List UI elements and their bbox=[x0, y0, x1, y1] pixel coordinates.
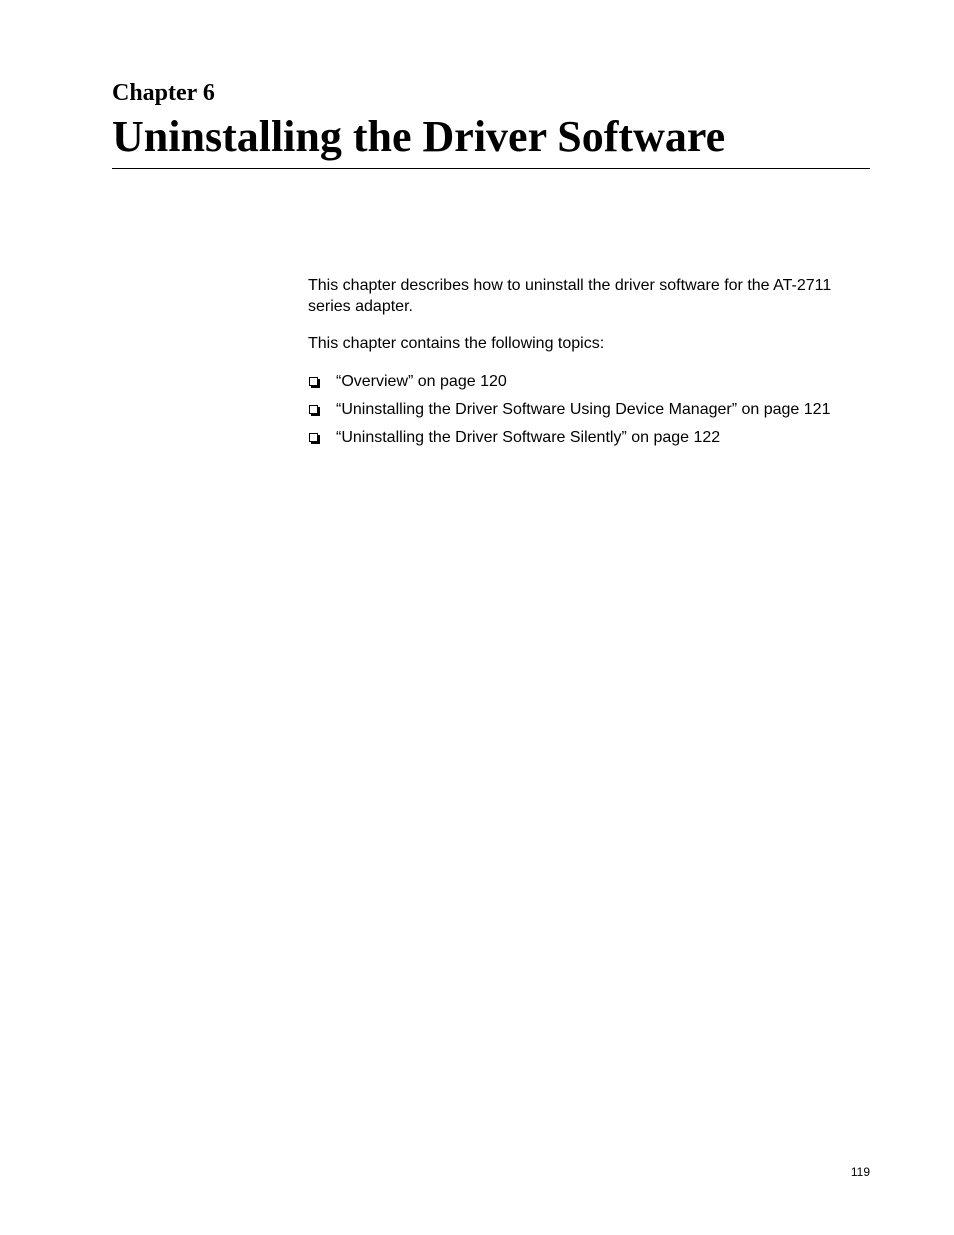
page-number: 119 bbox=[850, 1165, 870, 1179]
intro-paragraph: This chapter describes how to uninstall the driver software for the AT-2711 series adapter. bbox=[308, 277, 832, 315]
chapter-label: Chapter 6 bbox=[112, 80, 215, 106]
checkbox-bullet-icon bbox=[309, 433, 318, 442]
topic-item-overview[interactable] bbox=[308, 371, 874, 399]
checkbox-bullet-icon bbox=[309, 377, 318, 386]
topic-item-silently[interactable] bbox=[308, 427, 874, 455]
chapter-title: Uninstalling the Driver Software bbox=[112, 112, 726, 161]
topic-link[interactable]: “Uninstalling the Driver Software Silently” on page 122 bbox=[336, 429, 721, 446]
topic-list bbox=[308, 371, 874, 455]
topic-link[interactable]: “Overview” on page 120 bbox=[336, 373, 507, 390]
topic-link[interactable]: “Uninstalling the Driver Software Using Device Manager” on page 121 bbox=[336, 401, 831, 418]
topics-lead-paragraph: This chapter contains the following topics: bbox=[308, 335, 605, 352]
checkbox-bullet-icon bbox=[309, 405, 318, 414]
title-divider bbox=[112, 168, 870, 169]
topic-item-device-manager[interactable] bbox=[308, 399, 874, 427]
